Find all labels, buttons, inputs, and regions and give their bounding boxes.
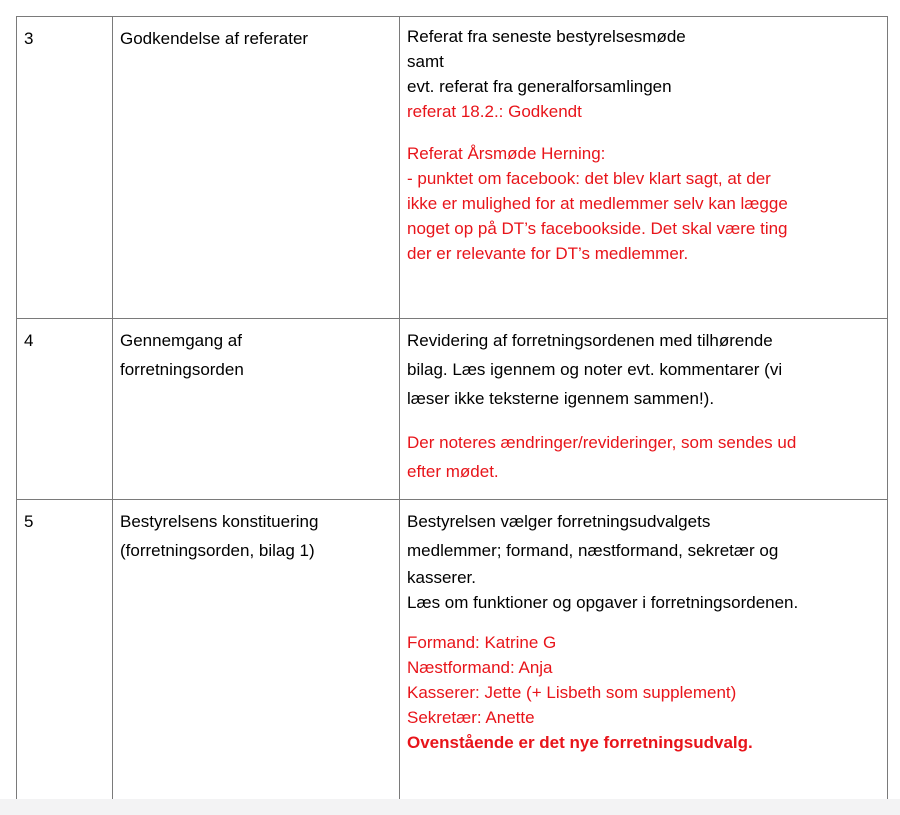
description-line: bilag. Læs igennem og noter evt. kommentarer (vi — [407, 360, 783, 379]
item-title: Godkendelse af referater — [120, 29, 309, 48]
item-title-cell — [113, 17, 400, 319]
officer-line: Kasserer: Jette (+ Lisbeth som supplement) — [407, 683, 737, 702]
item-title: Gennemgang af — [120, 331, 242, 350]
minutes-note-line: noget op på DT’s facebookside. Det skal være ting — [407, 219, 788, 238]
description-line: medlemmer; formand, næstformand, sekretær og — [407, 541, 779, 560]
officer-line: Næstformand: Anja — [407, 658, 553, 677]
description-line: evt. referat fra generalforsamlingen — [407, 77, 672, 96]
description-line: Bestyrelsen vælger forretningsudvalgets — [407, 512, 711, 531]
officer-line: Sekretær: Anette — [407, 708, 535, 727]
decision-note: efter mødet. — [407, 462, 499, 481]
page-bottom-band — [0, 799, 900, 815]
description-line: læser ikke teksterne igennem sammen!). — [407, 389, 715, 408]
item-number: 4 — [24, 331, 34, 350]
minutes-note-line: Referat Årsmøde Herning: — [407, 144, 606, 163]
item-title-cell — [113, 500, 400, 802]
item-description-cell — [400, 319, 888, 500]
description-line: Referat fra seneste bestyrelsesmøde — [407, 27, 686, 46]
agenda-table — [16, 16, 888, 802]
table-row — [17, 319, 888, 500]
table-row — [17, 500, 888, 802]
item-number: 3 — [24, 29, 34, 48]
description-line: kasserer. — [407, 568, 476, 587]
item-title: (forretningsorden, bilag 1) — [120, 541, 315, 560]
item-number: 5 — [24, 512, 34, 531]
item-number-cell — [17, 319, 113, 500]
minutes-note-line: ikke er mulighed for at medlemmer selv kan lægge — [407, 194, 788, 213]
item-title-cell — [113, 319, 400, 500]
description-line: Revidering af forretningsordenen med tilhørende — [407, 331, 773, 350]
minutes-note-line: - punktet om facebook: det blev klart sagt, at der — [407, 169, 771, 188]
decision-note: Der noteres ændringer/revideringer, som sendes ud — [407, 433, 797, 452]
table-row — [17, 17, 888, 319]
item-description-cell — [400, 500, 888, 802]
item-title: Bestyrelsens konstituering — [120, 512, 319, 531]
decision-summary: Ovenstående er det nye forretningsudvalg. — [407, 733, 753, 752]
item-number-cell — [17, 500, 113, 802]
description-line: Læs om funktioner og opgaver i forretningsordenen. — [407, 593, 799, 612]
description-line: samt — [407, 52, 444, 71]
item-description-cell — [400, 17, 888, 319]
item-number-cell — [17, 17, 113, 319]
item-title: forretningsorden — [120, 360, 244, 379]
officer-line: Formand: Katrine G — [407, 633, 557, 652]
decision-note: referat 18.2.: Godkendt — [407, 102, 582, 121]
minutes-note-line: der er relevante for DT’s medlemmer. — [407, 244, 689, 263]
